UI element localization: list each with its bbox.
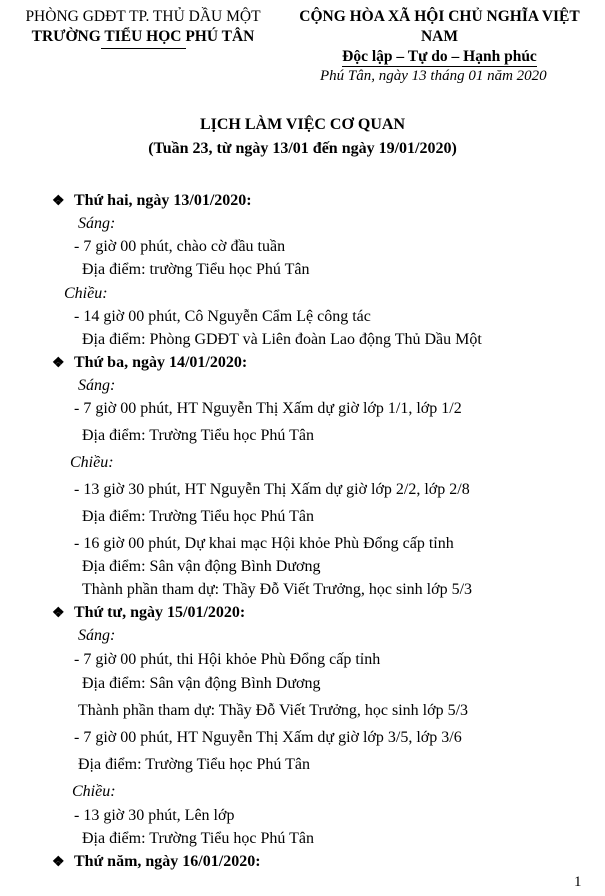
header-left <box>8 7 278 49</box>
diamond-bullet-icon: ❖ <box>52 356 65 371</box>
schedule-item: - 7 giờ 00 phút, HT Nguyễn Thị Xấm dự giờ lớp 1/1, lớp 1/2 <box>74 400 462 417</box>
location-line: Địa điểm: Trường Tiểu học Phú Tân <box>82 508 314 525</box>
schedule-item: - 13 giờ 30 phút, Lên lớp <box>74 807 235 824</box>
diamond-bullet-icon: ❖ <box>52 606 65 621</box>
location-line: Địa điểm: Sân vận động Bình Dương <box>82 558 321 575</box>
schedule-item: - 13 giờ 30 phút, HT Nguyễn Thị Xấm dự giờ lớp 2/2, lớp 2/8 <box>74 481 470 498</box>
school-name: TRƯỜNG TIỂU HỌC PHÚ TÂN <box>31 28 255 45</box>
department-name: PHÒNG GDĐT TP. THỦ DẦU MỘT <box>25 8 261 25</box>
day-heading-monday: ❖ Thứ hai, ngày 13/01/2020: <box>52 191 252 212</box>
document-date: Phú Tân, ngày 13 tháng 01 năm 2020 <box>320 68 547 84</box>
country-name: CỘNG HÒA XÃ HỘI CHỦ NGHĨA VIỆT NAM <box>299 8 580 45</box>
day-heading-tuesday: ❖ Thứ ba, ngày 14/01/2020: <box>52 353 247 374</box>
schedule-item: - 7 giờ 00 phút, HT Nguyễn Thị Xấm dự giờ lớp 3/5, lớp 3/6 <box>74 729 462 746</box>
session-label: Sáng: <box>78 377 116 394</box>
location-line: Địa điểm: Sân vận động Bình Dương <box>82 675 321 692</box>
location-line: Địa điểm: Trường Tiểu học Phú Tân <box>82 427 314 444</box>
schedule-item: - 7 giờ 00 phút, chào cờ đầu tuần <box>74 238 286 255</box>
diamond-bullet-icon: ❖ <box>52 194 65 209</box>
school-underline <box>101 48 186 49</box>
participants-line: Thành phần tham dự: Thầy Đỗ Viết Trưởng, học sinh lớp 5/3 <box>78 702 469 719</box>
location-line: Địa điểm: trường Tiểu học Phú Tân <box>82 261 310 278</box>
session-label: Chiều: <box>64 285 108 302</box>
diamond-bullet-icon: ❖ <box>52 855 65 870</box>
day-heading-wednesday: ❖ Thứ tư, ngày 15/01/2020: <box>52 603 245 624</box>
header-right <box>282 7 597 67</box>
session-label: Sáng: <box>78 215 116 232</box>
session-label: Chiều: <box>72 783 116 800</box>
schedule-item: - 14 giờ 00 phút, Cô Nguyễn Cẩm Lệ công tác <box>74 308 371 325</box>
session-label: Chiều: <box>70 454 114 471</box>
location-line: Địa điểm: Trường Tiểu học Phú Tân <box>82 830 314 847</box>
schedule-item: - 7 giờ 00 phút, thi Hội khỏe Phù Đổng cấp tỉnh <box>74 651 381 668</box>
location-line: Địa điểm: Phòng GDĐT và Liên đoàn Lao động Thủ Dầu Một <box>82 331 482 348</box>
day-heading-thursday: ❖ Thứ năm, ngày 16/01/2020: <box>52 852 261 873</box>
participants-line: Thành phần tham dự: Thầy Đỗ Viết Trưởng, học sinh lớp 5/3 <box>82 581 473 598</box>
page-number: 1 <box>574 874 582 890</box>
location-line: Địa điểm: Trường Tiểu học Phú Tân <box>78 756 310 773</box>
motto-text: Độc lập – Tự do – Hạnh phúc <box>342 48 537 65</box>
page-subtitle: (Tuần 23, từ ngày 13/01 đến ngày 19/01/2020) <box>148 140 457 157</box>
session-label: Sáng: <box>78 627 116 644</box>
national-motto <box>282 47 597 67</box>
page-title: LỊCH LÀM VIỆC CƠ QUAN <box>199 116 406 133</box>
schedule-item: - 16 giờ 00 phút, Dự khai mạc Hội khỏe Phù Đổng cấp tỉnh <box>74 535 454 552</box>
